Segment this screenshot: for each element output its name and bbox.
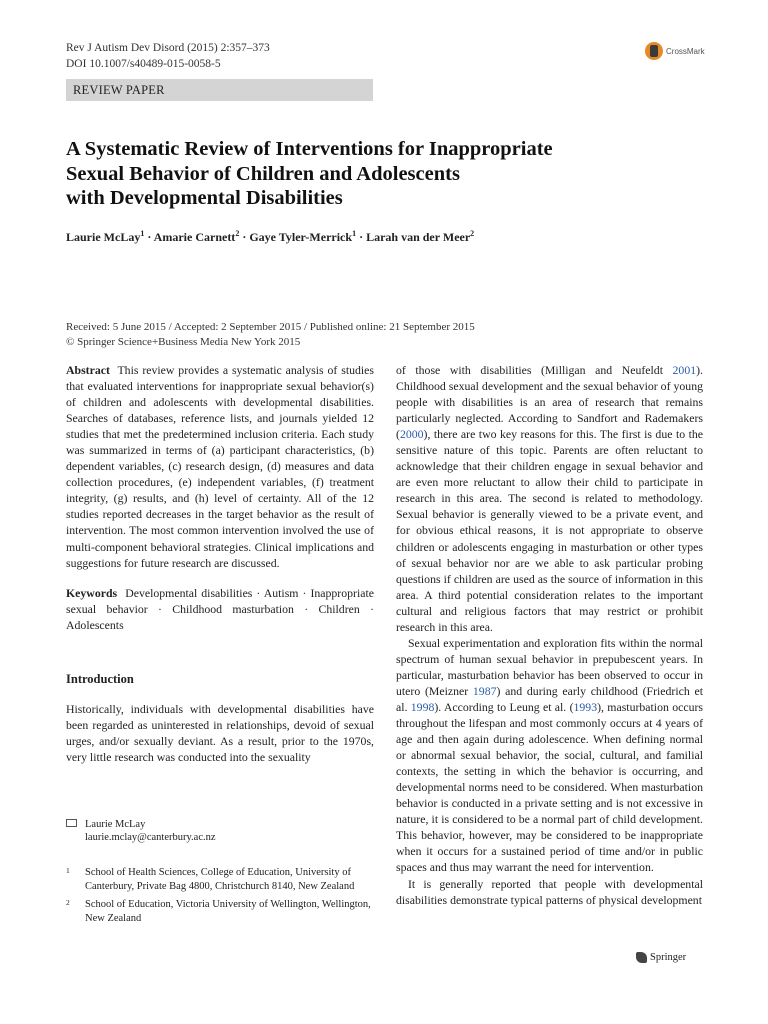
title-line: A Systematic Review of Interventions for Inappropriate <box>66 138 553 160</box>
keywords-text: Developmental disabilities · Autism · Inappropriate sexual behavior · Childhood masturbation · Children · Adolescents <box>66 585 374 632</box>
abstract-text: This review provides a systematic analysis of studies that evaluated interventions for inappropriate sexual behavior(s) of children and adolescents with developmental disabilities. Searches of databases, reference lists, and journals yielded 12 studies that met the predetermined inclusion criteria. Each study was summarized in terms of (a) participant characteristics, (b) dependent variables, (c) research design, (d) measures and data collection procedures, (e) independent variables, (f) treatment integrity, (g) results, and (h) level of certainty. All of the 12 studies reported decreases in the target behavior as the result of intervention. The most common intervention involved the use of multi-component behavioral strategies. Clinical implications and suggestions for future research are discussed. <box>66 363 374 570</box>
abstract <box>66 362 374 571</box>
author-affiliation-mark: 1 <box>352 229 357 238</box>
citation-link[interactable]: 1993 <box>573 699 598 714</box>
springer-horse-icon <box>636 952 647 963</box>
affiliation-text: School of Education, Victoria University of Wellington, Wellington, New Zealand <box>85 899 371 924</box>
envelope-icon <box>66 819 77 827</box>
author-name[interactable]: Laurie McLay <box>66 230 141 244</box>
citation-link[interactable]: 1998 <box>410 699 435 714</box>
copyright-line: © Springer Science+Business Media New York 2015 <box>66 336 301 348</box>
body-paragraph <box>396 362 703 635</box>
citation-link[interactable]: 2001 <box>672 363 697 377</box>
author-affiliation-mark: 2 <box>235 229 240 238</box>
journal-header <box>66 40 270 72</box>
text-run: ). According to Leung et al. ( <box>434 699 574 714</box>
text-run: ) and during early childhood (Friedrich et al. <box>396 683 703 714</box>
corresponding-email[interactable]: laurie.mclay@canterbury.ac.nz <box>85 832 216 843</box>
crossmark-label: CrossMark <box>666 46 705 56</box>
author-list: Laurie McLay$^1$ · Amarie Carnett$^2$ · Gaye Tyler-Merrick$^1$ · Larah van der Meer$^2$ <box>66 229 475 244</box>
journal-citation: Rev J Autism Dev Disord (2015) 2:357–373 <box>66 42 270 54</box>
affiliation <box>66 866 375 893</box>
crossmark-icon <box>645 42 663 60</box>
citation-link[interactable]: 1987 <box>472 683 497 698</box>
history-dates: Received: 5 June 2015 / Accepted: 2 September 2015 / Published online: 21 September 2015 <box>66 321 475 333</box>
author-name[interactable]: Amarie Carnett <box>153 230 236 244</box>
keywords-label: Keywords <box>66 585 118 600</box>
publisher-name: Springer <box>650 952 687 963</box>
text-run: of those with disabilities (Milligan and Neufeldt <box>396 363 673 377</box>
doi: DOI 10.1007/s40489-015-0058-5 <box>66 58 221 70</box>
affiliation <box>66 898 375 925</box>
author-affiliation-mark: 2 <box>470 229 475 238</box>
affiliation-number: 2 <box>66 898 70 907</box>
crossmark-badge[interactable] <box>645 42 705 60</box>
affiliation-number: 1 <box>66 866 70 875</box>
abstract-label: Abstract <box>66 363 110 377</box>
keywords <box>66 585 374 633</box>
paper-title <box>66 137 686 211</box>
text-run: ), there are two key reasons for this. The first is due to the sensitive nature of this topic. Parents are often reluctant to acknowledge that their children engage in sexual behavior and are even more reluctant to allow their child to participate in research in this area. The second is related to methodology. Sexual behavior is generally viewed to be a private event, and for obvious ethical reasons, it is not appropriate to observe children or adolescents engaging in masturbation or other types of sexual behavior nor are we able to ask particular probing questions if children are used as the source of information in this area. A third potential consideration relates to the important cultural and religious factors that may restrict or prohibit research in this area. <box>396 427 703 634</box>
right-column <box>396 362 703 908</box>
left-column <box>66 362 374 765</box>
author-name[interactable]: Gaye Tyler-Merrick <box>249 230 353 244</box>
author-name[interactable]: Larah van der Meer <box>366 230 471 244</box>
corresponding-author: Laurie McLay <box>85 819 146 830</box>
title-line: Sexual Behavior of Children and Adolescents <box>66 162 460 185</box>
title-line: with Developmental Disabilities <box>66 187 343 209</box>
intro-paragraph: Historically, individuals with developmental disabilities have been regarded as uninterested in relationships, devoid of sexual urges, and/or sexually deviant. As a result, prior to the 1970s, very little research was conducted into the sexuality <box>66 701 374 764</box>
correspondence <box>66 818 216 844</box>
author-affiliation-mark: 1 <box>140 229 145 238</box>
publisher-logo <box>636 952 686 963</box>
section-heading-introduction: Introduction <box>66 671 134 686</box>
citation-link[interactable]: 2000 <box>399 427 424 442</box>
text-run: Sexual experimentation and exploration fits within the normal spectrum of human sexual behavior in prepubescent years. In particular, masturbation behavior has been observed to occur in utero (Meizner <box>396 635 703 698</box>
body-paragraph <box>396 635 703 876</box>
affiliation-text: School of Health Sciences, College of Education, University of Canterbury, Private Bag 4800, Christchurch 8140, New Zealand <box>85 867 355 892</box>
paper-type-banner: REVIEW PAPER <box>66 79 373 101</box>
text-run: ), masturbation occurs throughout the lifespan and most commonly occurs at 4 years of age and then again during adolescence. When defining normal or abnormal sexual behavior, the social, cultural, and familial contexts, the setting in which the behavior is occurring, and developmental norms need to be considered. When masturbation behavior is conducted in a private setting and is not excessive in nature, it is considered to be a normal part of child development. This behavior, however, may be considered to be inappropriate when it occurs for a sustained period of time and/or in public spaces and thus may warrant the need for intervention. <box>396 699 703 875</box>
publication-dates <box>66 320 475 350</box>
text-run: ). Childhood sexual development and the sexual behavior of young people with disabilities is an area of research that remains particularly neglected. According to Sandfort and Rademakers ( <box>396 363 703 442</box>
body-paragraph: It is generally reported that people with developmental disabilities demonstrate typical patterns of physical development <box>396 876 703 907</box>
